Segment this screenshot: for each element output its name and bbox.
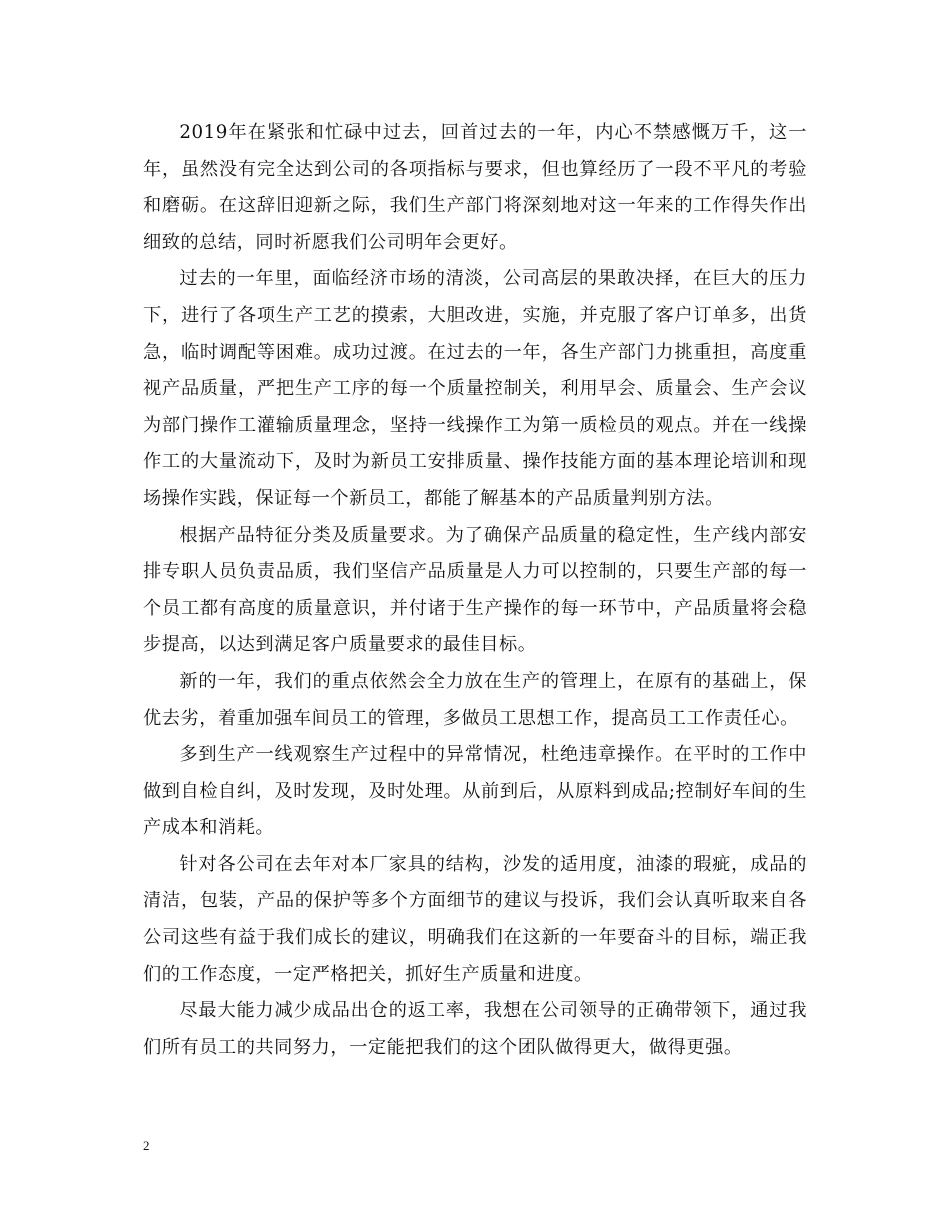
paragraph-4: 新的一年，我们的重点依然会全力放在生产的管理上，在原有的基础上，保优去劣，着重加强车间员工的管理，多做员工思想工作，提高员工工作责任心。: [143, 670, 807, 729]
paragraph-3: 根据产品特征分类及质量要求。为了确保产品质量的稳定性，生产线内部安排专职人员负责品质，我们坚信产品质量是人力可以控制的，只要生产部的每一个员工都有高度的质量意识，并付诸于生产操作的每一环节中，产品质量将会稳步提高，以达到满足客户质量要求的最佳目标。: [143, 524, 807, 656]
paragraph-1: 2019年在紧张和忙碌中过去，回首过去的一年，内心不禁感慨万千，这一年，虽然没有完全达到公司的各项指标与要求，但也算经历了一段不平凡的考验和磨砺。在这辞旧迎新之际，我们生产部门将深刻地对这一年来的工作得失作出细致的总结，同时祈愿我们公司明年会更好。: [143, 122, 807, 253]
document-body: [143, 115, 807, 1066]
page-number: 2: [143, 1138, 150, 1153]
paragraph-6: 针对各公司在去年对本厂家具的结构，沙发的适用度，油漆的瑕疵，成品的清洁，包装，产品的保护等多个方面细节的建议与投诉，我们会认真听取来自各公司这些有益于我们成长的建议，明确我们在这新的一年要奋斗的目标，端正我们的工作态度，一定严格把关，抓好生产质量和进度。: [143, 853, 807, 985]
paragraph-2: 过去的一年里，面临经济市场的清淡，公司高层的果敢决择，在巨大的压力下，进行了各项生产工艺的摸索，大胆改进，实施，并克服了客户订单多，出货急，临时调配等困难。成功过渡。在过去的一年，各生产部门力挑重担，高度重视产品质量，严把生产工序的每一个质量控制关，利用早会、质量会、生产会议为部门操作工灌输质量理念，坚持一线操作工为第一质检员的观点。并在一线操作工的大量流动下，及时为新员工安排质量、操作技能方面的基本理论培训和现场操作实践，保证每一个新员工，都能了解基本的产品质量判别方法。: [143, 268, 807, 509]
paragraph-5: 多到生产一线观察生产过程中的异常情况，杜绝违章操作。在平时的工作中做到自检自纠，及时发现，及时处理。从前到后，从原料到成品;控制好车间的生产成本和消耗。: [143, 744, 807, 839]
paragraph-7: 尽最大能力减少成品出仓的返工率，我想在公司领导的正确带领下，通过我们所有员工的共同努力，一定能把我们的这个团队做得更大，做得更强。: [143, 1000, 807, 1058]
